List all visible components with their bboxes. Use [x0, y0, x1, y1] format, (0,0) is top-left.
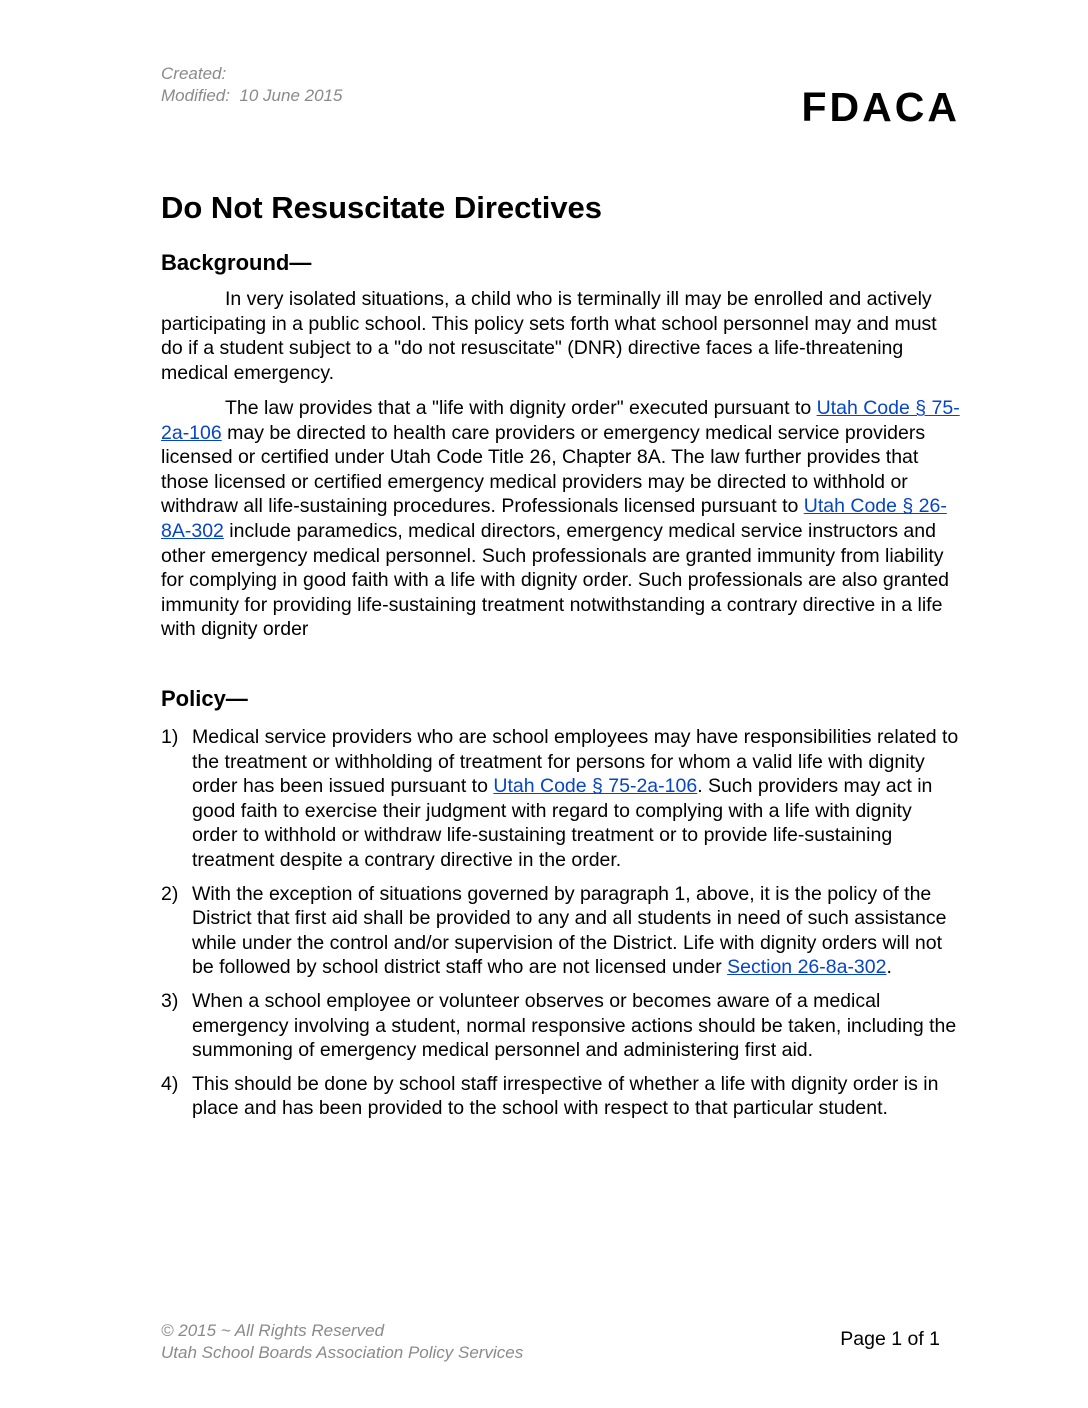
item-number: 2)	[161, 882, 179, 905]
page-number: Page 1 of 1	[840, 1328, 940, 1350]
item-text: .	[886, 956, 892, 979]
item-number: 3)	[161, 989, 179, 1012]
paragraph-text: The law provides that a "life with dignity order" executed pursuant to	[225, 397, 817, 419]
copyright-text: © 2015 ~ All Rights Reserved	[161, 1321, 385, 1340]
policy-list	[161, 725, 961, 1130]
page-title: Do Not Resuscitate Directives	[161, 190, 603, 225]
utah-code-75-2a-106-link[interactable]: Utah Code § 75-2a-106	[161, 397, 960, 444]
paragraph-text: may be directed to health care providers or emergency medical service providers licensed or certified under Utah Code Title 26, Chapter 8A. The law further provides that those licensed or certified emergency medical providers may be directed to withhold or withdraw all life-sustaining procedures. Professionals licensed pursuant to	[161, 421, 926, 518]
policy-heading: Policy—	[161, 686, 248, 711]
paragraph-text: include paramedics, medical directors, emergency medical service instructors and other emergency medical personnel. Such professionals are granted immunity from liability for complying in good faith with a life with dignity order. Such professionals are also granted immunity for providing life-sustaining treatment notwithstanding a contrary directive in a life with dignity order	[161, 519, 950, 641]
policy-item-3	[161, 989, 961, 1063]
background-paragraph-1: In very isolated situations, a child who is terminally ill may be enrolled and actively participating in a public school. This policy sets forth what school personnel may and must do if a student subject to a "do not resuscitate" (DNR) directive faces a life-threatening medical emergency.	[161, 288, 937, 384]
item-text: This should be done by school staff irrespective of whether a life with dignity order is in place and has been provided to the school with respect to that particular student.	[192, 1072, 939, 1120]
item-text: With the exception of situations governed by paragraph 1, above, it is the policy of the District that first aid shall be provided to any and all students in need of such assistance while under the control and/or supervision of the District. Life with dignity orders will not be followed by school district staff who are not licensed under	[192, 882, 947, 979]
footer-copyright-block	[161, 1320, 523, 1364]
modified-label: Modified: 10 June 2015	[161, 86, 343, 105]
policy-item-2	[161, 882, 961, 980]
item-text: Medical service providers who are school employees may have responsibilities related to the treatment or withholding of treatment for persons for whom a valid life with dignity order has been issued pursuant to	[192, 726, 959, 798]
background-paragraph-2	[161, 396, 961, 642]
utah-code-75-2a-106-link[interactable]: Utah Code § 75-2a-106	[493, 775, 698, 798]
item-text: When a school employee or volunteer observes or becomes aware of a medical emergency involving a student, normal responsive actions should be taken, including the summoning of emergency medical personnel and administering first aid.	[192, 989, 957, 1062]
document-meta	[161, 63, 342, 107]
item-number: 4)	[161, 1072, 179, 1095]
background-heading: Background—	[161, 250, 312, 275]
item-text: . Such providers may act in good faith to exercise their judgment with regard to complying with a life with dignity order to withhold or withdraw life-sustaining treatment or to provide life-sustaining treatment despite a contrary directive in the order.	[192, 775, 933, 871]
policy-item-1	[161, 725, 961, 873]
item-number: 1)	[161, 726, 179, 748]
created-label: Created:	[161, 64, 227, 83]
policy-code: FDACA	[801, 84, 960, 130]
policy-item-4	[161, 1072, 961, 1121]
publisher-text: Utah School Boards Association Policy Services	[161, 1343, 524, 1362]
utah-code-26-8a-302-link[interactable]: Utah Code § 26-8A-302	[161, 495, 947, 542]
section-26-8a-302-link[interactable]: Section 26-8a-302	[727, 956, 887, 979]
